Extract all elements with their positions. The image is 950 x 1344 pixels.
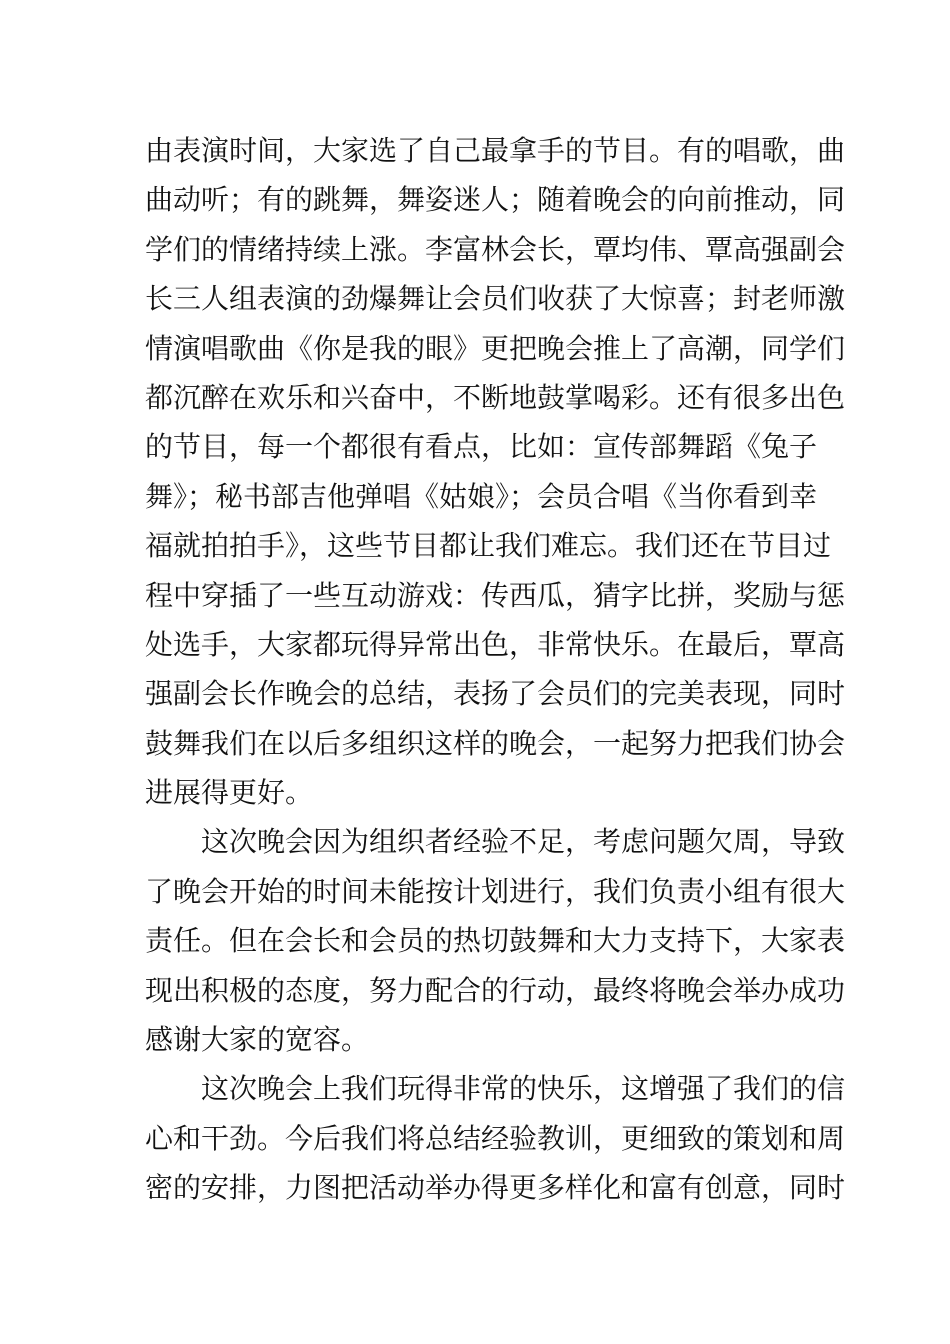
text-line: 长三人组表演的劲爆舞让会员们收获了大惊喜；封老师激 (145, 282, 846, 316)
text-line: 由表演时间，大家选了自己最拿手的节目。有的唱歌，曲 (145, 134, 846, 167)
text-line: 学们的情绪持续上涨。李富林会长，覃均伟、覃高强副会 (145, 232, 846, 266)
text-line: 福就拍拍手》，这些节目都让我们难忘。我们还在节目过 (145, 529, 832, 563)
text-line: 处选手，大家都玩得异常出色，非常快乐。在最后，覃高 (145, 627, 846, 661)
body-text (145, 126, 846, 1213)
text-line: 责任。但在会长和会员的热切鼓舞和大力支持下，大家表 (145, 924, 846, 958)
text-line: 曲动听；有的跳舞，舞姿迷人；随着晚会的向前推动，同 (145, 183, 846, 217)
text-line: 鼓舞我们在以后多组织这样的晚会，一起努力把我们协会 (145, 726, 846, 760)
text-line: 程中穿插了一些互动游戏：传西瓜，猜字比拼，奖励与惩 (145, 578, 846, 612)
text-line-paragraph-start: 这次晚会因为组织者经验不足，考虑问题欠周，导致 (201, 825, 846, 859)
text-line: 强副会长作晚会的总结，表扬了会员们的完美表现，同时 (145, 677, 846, 711)
text-line: 都沉醉在欢乐和兴奋中，不断地鼓掌喝彩。还有很多出色 (145, 380, 846, 414)
text-line: 现出积极的态度，努力配合的行动，最终将晚会举办成功 (145, 973, 846, 1007)
text-line-paragraph-end: 进展得更好。 (145, 776, 314, 810)
text-line: 密的安排，力图把活动举办得更多样化和富有创意，同时 (145, 1171, 846, 1205)
text-line: 舞》；秘书部吉他弹唱《姑娘》；会员合唱《当你看到幸 (145, 479, 818, 513)
text-line-paragraph-end: 感谢大家的宽容。 (145, 1023, 370, 1057)
text-line: 心和干劲。今后我们将总结经验教训，更细致的策划和周 (145, 1121, 846, 1155)
text-line: 情演唱歌曲《你是我的眼》更把晚会推上了高潮，同学们 (145, 331, 846, 365)
text-line: 的节目，每一个都很有看点，比如：宣传部舞蹈《兔子 (145, 430, 818, 464)
text-line-paragraph-start: 这次晚会上我们玩得非常的快乐，这增强了我们的信 (201, 1072, 846, 1106)
text-line: 了晚会开始的时间未能按计划进行，我们负责小组有很大 (145, 874, 846, 908)
